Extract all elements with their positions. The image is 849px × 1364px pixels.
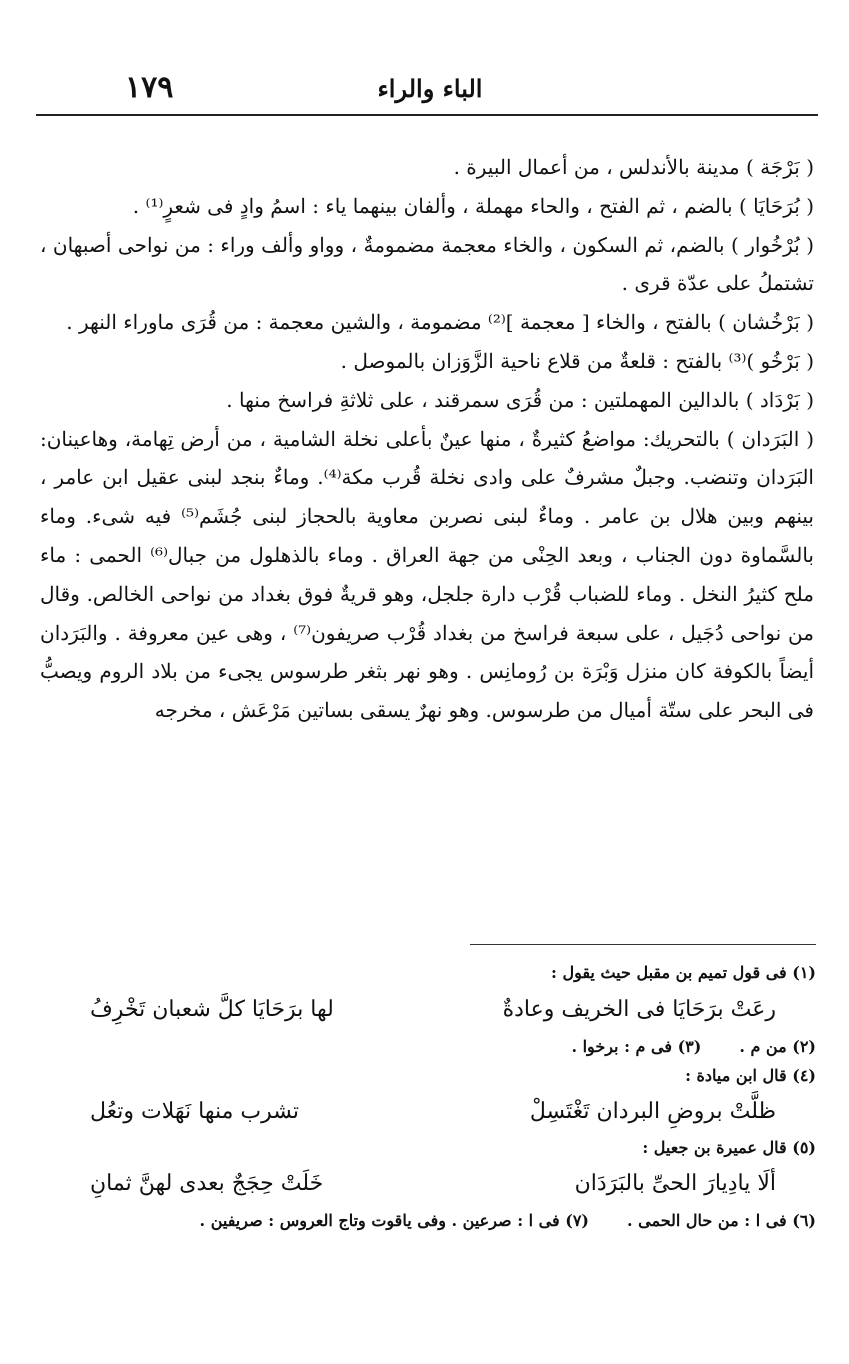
footnote-7: (٧) فى ا : صرعين . وفى ياقوت وتاج العروس : صريفين .: [199, 1211, 589, 1230]
entry-albaradan: ( البَرَدان ) بالتحريك: مواضعُ كثيرةٌ ، منها عينٌ بأعلى نخلة الشامية ، من أرض تِهامة، وهاعينان: البَرَدان وتنضب. وجبلٌ مشرفٌ على وادى نخلة قُرب مكة⁽⁴⁾. وماءٌ بنجد لبنى عقيل ابن عامر ، بينهم وبين هلال بن عامر . وماءٌ لبنى نصربن معاوية بالحجاز لبنى جُشَم⁽⁵⁾ فيه شىء. وماء بالسَّماوة دون الجناب ، وبعد الحِنْى من جهة العراق . وماء بالذهلول من جبال⁽⁶⁾ الحمى : ماء ملح كثيرُ النخل . وماء للضباب قُرْب دارة جلجل، وهو قريةٌ فوق بغداد من نواحى الخالص. وقال من نواحى دُجَيل ، على سبعة فراسخ من بغداد قُرْب صريفون⁽⁷⁾ ، وهى عين معروفة . والبَرَدان أيضاً بالكوفة كان منزل وَبْرَة بن رُومانِس . وهو نهر بثغر طرسوس يجىء من بلاد الروم ويصبُّ فى البحر على ستّة أميال من طرسوس. وهو نهرٌ يسقى بساتين مَرْعَش ، مخرجه: [40, 426, 814, 723]
footnote-5-intro: (٥) قال عميرة بن جعيل :: [642, 1138, 816, 1157]
header-divider: [36, 114, 818, 116]
verse-first-hemistich: ظلَّتْ بروضِ البردان تَغْتَسِلْ: [529, 1099, 776, 1124]
running-title: الباء والراء: [377, 74, 483, 103]
footnote-5-verse: [90, 1162, 776, 1206]
footnotes-divider: [470, 944, 816, 945]
verse-second-hemistich: خَلَتْ حِجَجٌ بعدى لهنَّ ثمانِ: [90, 1171, 324, 1196]
verse-first-hemistich: ألَا يادِيارَ الحىِّ بالبَرَدَان: [574, 1171, 776, 1196]
footnotes-2-3: [60, 1032, 816, 1062]
entry-barkhushan: ( بَرْخُشان ) بالفتح ، والخاء [ معجمة ]⁽²⁾ مضمومة ، والشين معجمة : من قُرَى ماوراء النهر .: [66, 310, 814, 335]
main-text: [40, 148, 814, 730]
verse-first-hemistich: رعَتْ برَحَايَا فى الخريف وعادةٌ: [502, 997, 776, 1022]
verse-second-hemistich: لها برَحَايَا كلَّ شعبان تَخْرِفُ: [90, 997, 334, 1022]
entry-barja: ( بَرْجَة ) مدينة بالأندلس ، من أعمال البيرة .: [453, 155, 814, 179]
footnotes: [60, 958, 816, 1236]
footnote-4-intro: (٤) قال ابن ميادة :: [685, 1066, 816, 1085]
footnote-4-verse: [90, 1090, 776, 1134]
footnotes-6-7: [60, 1206, 816, 1236]
footnote-2: (٢) من م .: [739, 1037, 816, 1056]
footnote-6: (٦) فى ا : من حال الحمى .: [626, 1211, 816, 1230]
running-header: [40, 70, 820, 112]
footnote-3: (٣) فى م : برخوا .: [571, 1037, 702, 1056]
entry-burahaya: ( بُرَحَايَا ) بالضم ، ثم الفتح ، والحاء مهملة ، وألفان بينهما ياء : اسمُ وادٍ فى شعرٍ⁽¹⁾ .: [132, 193, 814, 218]
page-number: ١٧٩: [125, 70, 174, 105]
entry-barkhu: ( بَرْخُو )⁽³⁾ بالفتح : قلعةٌ من قلاع ناحية الزَّوَزان بالموصل .: [340, 348, 814, 373]
footnote-1-intro: (١) فى قول تميم بن مقبل حيث يقول :: [550, 963, 816, 982]
footnote-1-verse: [90, 988, 776, 1032]
entry-burkhuwar: ( بُرْخُوار ) بالضم، ثم السكون ، والخاء معجمة مضمومةٌ ، وواو وألف وراء : من نواحى أصبهان ، تشتملُ على عدّة قرى .: [40, 232, 814, 296]
verse-second-hemistich: تشرب منها نَهَلات وتعُل: [90, 1099, 299, 1124]
entry-bardad: ( بَرْدَاد ) بالدالين المهملتين : من قُرَى سمرقند ، على ثلاثةِ فراسخ منها .: [226, 387, 814, 412]
